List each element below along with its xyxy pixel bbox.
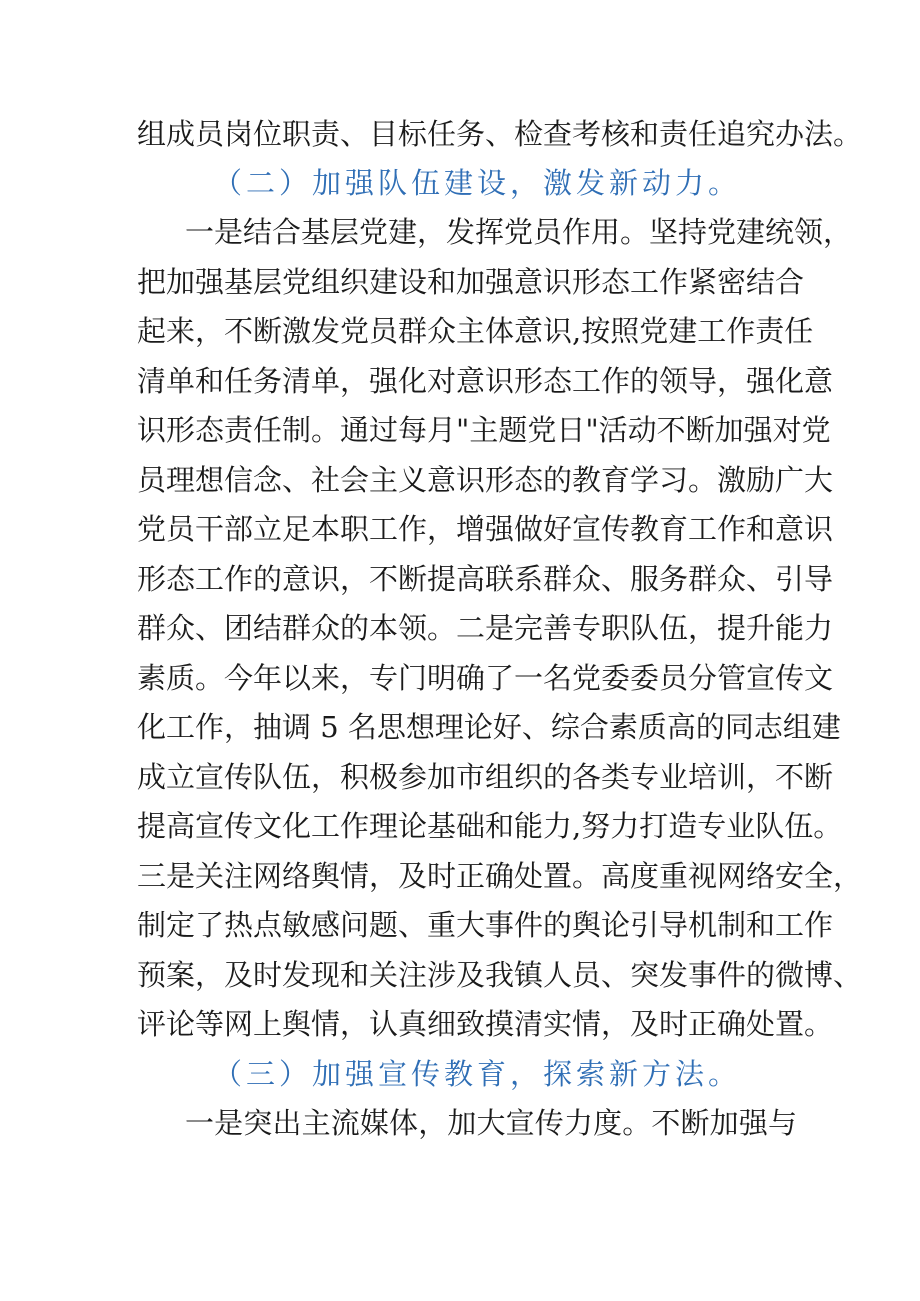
text-line: 党员干部立足本职工作，增强做好宣传教育工作和意识 bbox=[137, 512, 834, 546]
text-line: 提高宣传文化工作理论基础和能力,努力打造专业队伍。 bbox=[137, 809, 843, 843]
text-line: 形态工作的意识，不断提高联系群众、服务群众、引导 bbox=[137, 562, 834, 596]
text-line: 员理想信念、社会主义意识形态的教育学习。激励广大 bbox=[137, 463, 834, 497]
text-line: 群众、团结群众的本领。二是完善专职队伍，提升能力 bbox=[137, 611, 834, 645]
text-line: 成立宣传队伍，积极参加市组织的各类专业培训，不断 bbox=[137, 760, 834, 794]
text-line: 一是结合基层党建，发挥党员作用。坚持党建统领， bbox=[185, 215, 853, 249]
text-line: 组成员岗位职责、目标任务、检查考核和责任追究办法。 bbox=[137, 117, 863, 151]
text-line: 一是突出主流媒体，加大宣传力度。不断加强与 bbox=[185, 1106, 797, 1140]
text-line: 化工作，抽调 5 名思想理论好、综合素质高的同志组建 bbox=[137, 710, 841, 744]
section-heading: （二）加强队伍建设，激发新动力。 bbox=[213, 166, 742, 200]
text-line: 把加强基层党组织建设和加强意识形态工作紧密结合 bbox=[137, 265, 805, 299]
text-line: 评论等网上舆情，认真细致摸清实情，及时正确处置。 bbox=[137, 1007, 834, 1041]
text-line: 识形态责任制。通过每月"主题党日"活动不断加强对党 bbox=[137, 413, 831, 447]
text-line: 清单和任务清单，强化对意识形态工作的领导，强化意 bbox=[137, 364, 834, 398]
text-line: 三是关注网络舆情，及时正确处置。高度重视网络安全， bbox=[137, 859, 863, 893]
text-line: 制定了热点敏感问题、重大事件的舆论引导机制和工作 bbox=[137, 908, 834, 942]
text-line: 预案，及时发现和关注涉及我镇人员、突发事件的微博、 bbox=[137, 958, 863, 992]
section-heading: （三）加强宣传教育，探索新方法。 bbox=[213, 1057, 742, 1091]
text-line: 素质。今年以来，专门明确了一名党委委员分管宣传文 bbox=[137, 661, 834, 695]
text-line: 起来，不断激发党员群众主体意识,按照党建工作责任 bbox=[137, 314, 814, 348]
